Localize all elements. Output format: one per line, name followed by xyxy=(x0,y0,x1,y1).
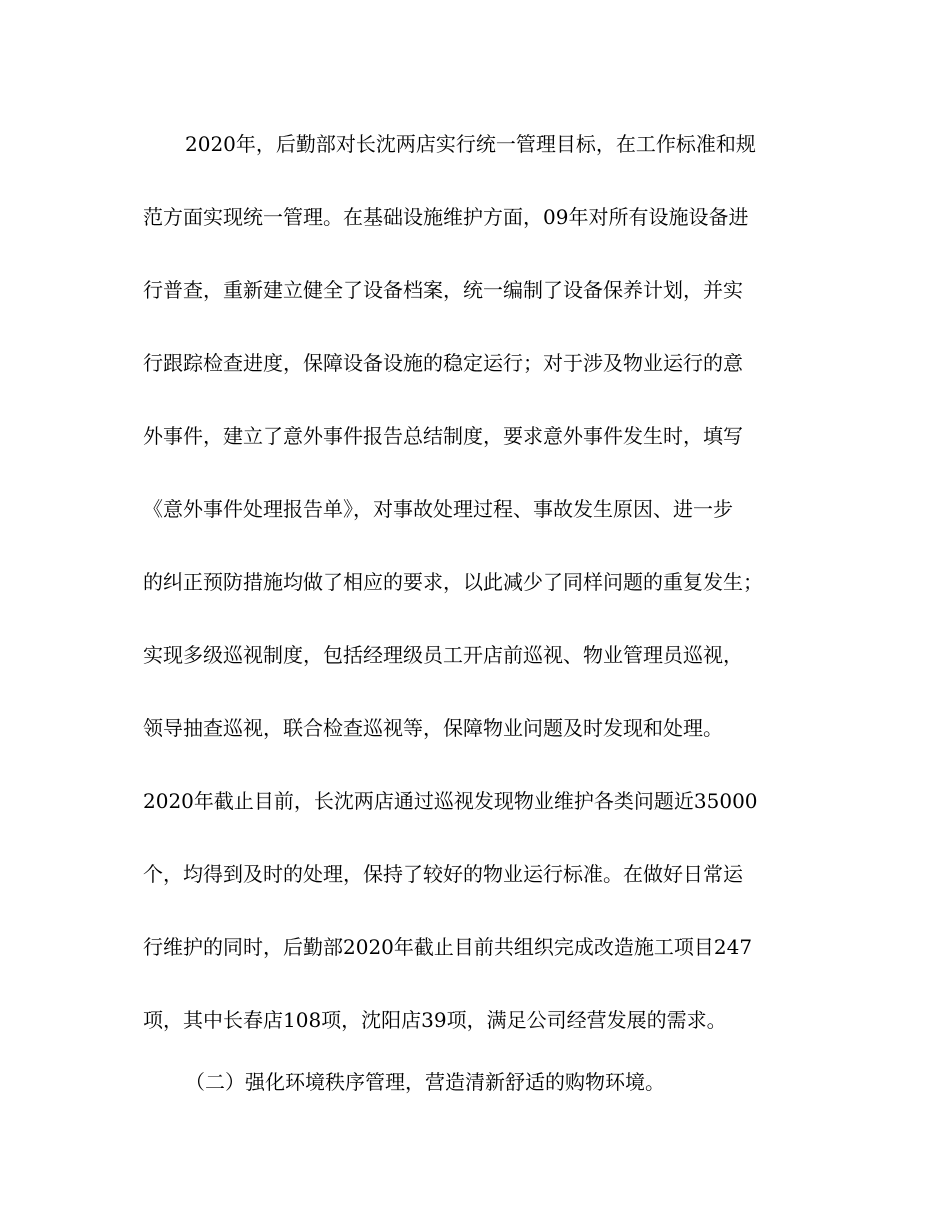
paragraph-line-8: 实现多级巡视制度，包括经理级员工开店前巡视、物业管理员巡视， xyxy=(143,643,743,667)
paragraph-line-2: 范方面实现统一管理。在基础设施维护方面，09年对所有设施设备进 xyxy=(143,205,749,229)
paragraph-line-9: 领导抽查巡视，联合检查巡视等，保障物业问题及时发现和处理。 xyxy=(143,716,723,740)
paragraph-line-13: 项，其中长春店108项，沈阳店39项，满足公司经营发展的需求。 xyxy=(143,1008,727,1032)
paragraph-line-3: 行普查，重新建立健全了设备档案，统一编制了设备保养计划，并实 xyxy=(143,278,743,302)
paragraph-line-6: 《意外事件处理报告单》，对事故处理过程、事故发生原因、进一步 xyxy=(143,497,733,521)
paragraph-line-10: 2020年截止目前，长沈两店通过巡视发现物业维护各类问题近35000 xyxy=(143,789,758,813)
paragraph-line-5: 外事件，建立了意外事件报告总结制度，要求意外事件发生时，填写 xyxy=(143,424,743,448)
paragraph-line-12: 行维护的同时，后勤部2020年截止目前共组织完成改造施工项目247 xyxy=(143,935,753,959)
paragraph-line-4: 行跟踪检查进度，保障设备设施的稳定运行；对于涉及物业运行的意 xyxy=(143,351,743,375)
paragraph-line-7: 的纠正预防措施均做了相应的要求，以此减少了同样问题的重复发生； xyxy=(143,570,763,594)
paragraph-line-11: 个，均得到及时的处理，保持了较好的物业运行标准。在做好日常运 xyxy=(143,862,743,886)
section-heading: （二）强化环境秩序管理，营造清新舒适的购物环境。 xyxy=(185,1070,665,1094)
paragraph-line-1: 2020年，后勤部对长沈两店实行统一管理目标，在工作标准和规 xyxy=(185,132,756,156)
